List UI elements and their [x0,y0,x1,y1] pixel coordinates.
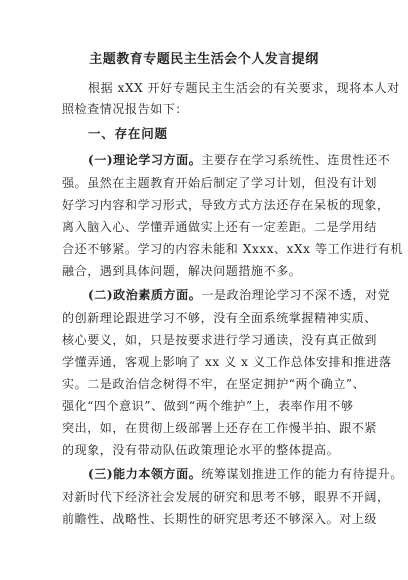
paragraph-line: 离入脑入心、学懂弄通做实上还有一定差距。二是学用结 [62,220,378,234]
paragraph-line: 实。二是政治信念树得不牢，在坚定拥护“两个确立”、 [62,377,366,391]
intro-line: 照检查情况报告如下： [62,102,189,116]
paragraph-lead: (三)能力本领方面。 [88,467,202,481]
paragraph-first-line [88,152,390,168]
paragraph-line: 核心要义，如，只是按要求进行学习通读，没有真正做到 [62,333,378,347]
paragraph-line: 对新时代下经济社会发展的研究和思考不够，眼界不开阔， [62,490,390,504]
paragraph-line: 突出，如，在贯彻上级部署上还存在工作慢半拍、跟不紧 [62,421,378,435]
paragraph-line: 合还不够紧。学习的内容未能和 Xxxx、xXx 等工作进行有机 [62,242,404,256]
paragraph-line: 学懂弄通，客观上影响了 xx 义 x 义工作总体安排和推进落 [62,355,392,369]
paragraph-lead: (一)理论学习方面。 [88,153,202,167]
intro-line: 根据 xXX 开好专题民主生活会的有关要求，现将本人对 [88,81,400,95]
paragraph-first-line [88,287,390,303]
paragraph-text: 统筹谋划推进工作的能力有待提升。 [201,467,403,481]
paragraph-line: 前瞻性、战略性、长期性的研究思考还不够深入。对上级 [62,512,378,526]
paragraph-line: 强化“四个意识”、做到“两个维护”上，表率作用不够 [62,399,354,413]
paragraph-text: 一是政治理论学习不深不透，对党 [201,288,391,302]
section-heading: 一、存在问题 [88,126,168,141]
paragraph-line: 强。虽然在主题教育开始后制定了学习计划，但没有计划 [62,176,378,190]
document-title: 主题教育专题民主生活会个人发言提纲 [89,52,319,67]
paragraph-lead: (二)政治素质方面。 [88,288,202,302]
paragraph-line: 好学习内容和学习形式，导致方式方法还存在呆板的现象， [62,198,390,212]
paragraph-text: 主要存在学习系统性、连贯性还不 [201,153,391,167]
paragraph-line: 的创新理论跟进学习不够，没有全面系统掌握精神实质、 [62,311,378,325]
paragraph-line: 融合，遇到具体问题，解决问题措施不多。 [62,264,302,278]
paragraph-line: 的现象，没有带动队伍政策理论水平的整体提高。 [62,443,340,457]
paragraph-first-line [88,466,403,482]
